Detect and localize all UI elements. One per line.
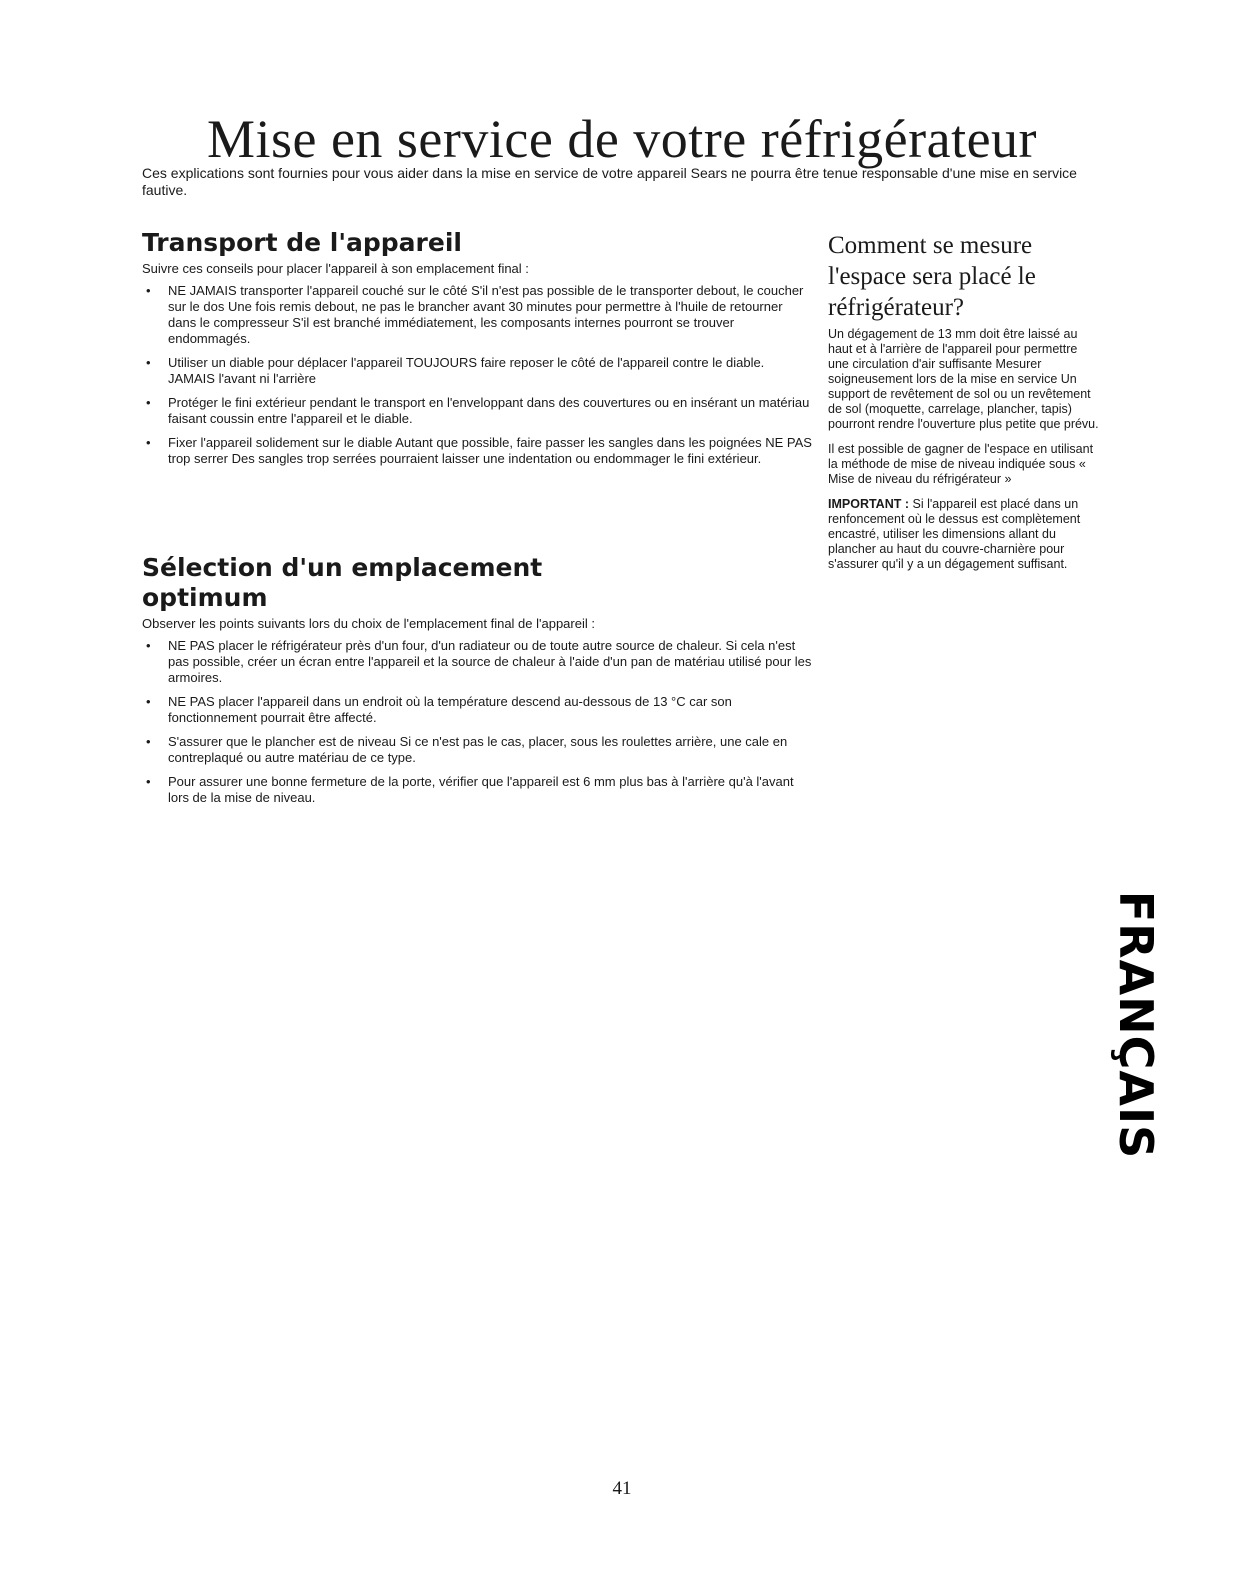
list-item [142, 694, 812, 726]
section-transport [142, 228, 812, 475]
section-heading-line: Sélection d'un emplacement [142, 553, 543, 582]
sidebar-heading [828, 230, 1100, 323]
list-item [142, 734, 812, 766]
list-item-text: NE JAMAIS transporter l'appareil couché sur le côté S'il n'est pas possible de le transporter debout, le coucher sur le dos Une fois remis debout, ne pas le brancher avant 30 minutes pour permettre à l'huile de retourner dans le compresseur S'il est branché immédiatement, les composants internes pourront se trouver endommagés. [168, 283, 804, 346]
important-text: Si l'appareil est placé dans un renfoncement où le dessus est complètement encastré, utiliser les dimensions allant du plancher au haut du couvre-charnière pour s'assurer qu'il y a un dégagement suffisant. [828, 497, 1081, 571]
bullet-icon: • [146, 355, 151, 370]
language-tab-label: FRANÇAIS [1109, 890, 1163, 1160]
sidebar-heading-line: réfrigérateur? [828, 294, 964, 321]
sidebar-paragraph: Il est possible de gagner de l'espace en utilisant la méthode de mise de niveau indiquée sous « Mise de niveau du réfrigérateur » [828, 442, 1094, 486]
bullet-list-emplacement [142, 638, 812, 806]
list-item-text: Utiliser un diable pour déplacer l'appareil TOUJOURS faire reposer le côté de l'appareil contre le diable. JAMAIS l'avant ni l'arrière [168, 355, 765, 386]
sidebar-heading-line: l'espace sera placé le [828, 263, 1036, 290]
sidebar-measurement [828, 230, 1100, 582]
sidebar-important-paragraph [828, 497, 1100, 572]
list-item [142, 638, 812, 686]
intro-paragraph: Ces explications sont fournies pour vous aider dans la mise en service de votre appareil Sears ne pourra être tenue responsable d'une mise en service fautive. [142, 165, 1077, 198]
list-item-text: Pour assurer une bonne fermeture de la porte, vérifier que l'appareil est 6 mm plus bas à l'arrière qu'à l'avant lors de la mise de niveau. [168, 774, 794, 805]
important-label: IMPORTANT : [828, 497, 910, 511]
section-heading-emplacement [142, 553, 812, 613]
list-item-text: Protéger le fini extérieur pendant le transport en l'enveloppant dans des couvertures ou en insérant un matériau faisant coussin entre l'appareil et le diable. [168, 395, 810, 426]
bullet-icon: • [146, 734, 151, 749]
list-item-text: S'assurer que le plancher est de niveau Si ce n'est pas le cas, placer, sous les roulettes arrière, une cale en contreplaqué ou autre matériau de ce type. [168, 734, 788, 765]
bullet-icon: • [146, 638, 151, 653]
page-title: Mise en service de votre réfrigérateur [206, 109, 1038, 169]
bullet-icon: • [146, 395, 151, 410]
sidebar-paragraph: Un dégagement de 13 mm doit être laissé au haut et à l'arrière de l'appareil pour permettre une circulation d'air suffisante Mesurer soigneusement lors de la mise en service Un support de revêtement de sol ou un revêtement de sol (moquette, carrelage, plancher, tapis) pourront rendre l'ouverture plus petite que prévu. [828, 327, 1099, 431]
bullet-icon: • [146, 694, 151, 709]
language-tab [1107, 890, 1165, 1160]
list-item [142, 355, 812, 387]
section-heading-line: optimum [142, 583, 268, 612]
section-lead-transport: Suivre ces conseils pour placer l'appareil à son emplacement final : [142, 261, 529, 276]
list-item-text: Fixer l'appareil solidement sur le diable Autant que possible, faire passer les sangles dans les poignées NE PAS trop serrer Des sangles trop serrées pourraient laisser une indentation ou endommager le fini extérieur. [168, 435, 812, 466]
list-item-text: NE PAS placer le réfrigérateur près d'un four, d'un radiateur ou de toute autre source de chaleur. Si cela n'est pas possible, créer un écran entre l'appareil et la source de chaleur à l'aide d'un pan de matériau utilisé pour les armoires. [168, 638, 812, 685]
section-emplacement [142, 553, 812, 814]
sidebar-heading-line: Comment se mesure [828, 232, 1033, 259]
list-item-text: NE PAS placer l'appareil dans un endroit où la température descend au-dessous de 13 °C car son fonctionnement pourrait être affecté. [168, 694, 732, 725]
bullet-icon: • [146, 283, 151, 298]
list-item [142, 435, 812, 467]
page-number: 41 [612, 1478, 632, 1499]
section-heading-transport: Transport de l'appareil [142, 228, 462, 257]
list-item [142, 395, 812, 427]
list-item [142, 283, 812, 347]
bullet-list-transport [142, 283, 812, 467]
section-lead-emplacement: Observer les points suivants lors du choix de l'emplacement final de l'appareil : [142, 616, 595, 631]
bullet-icon: • [146, 774, 151, 789]
list-item [142, 774, 812, 806]
bullet-icon: • [146, 435, 151, 450]
